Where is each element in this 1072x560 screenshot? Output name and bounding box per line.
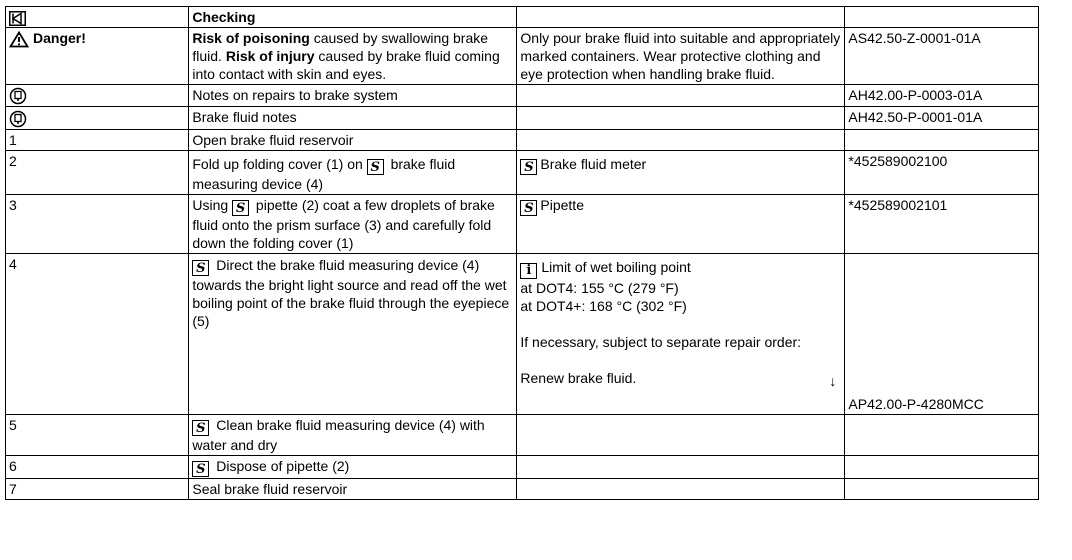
step-row xyxy=(6,414,1039,455)
step-number: 3 xyxy=(6,194,189,253)
step-number: 2 xyxy=(6,150,189,194)
step-number: 7 xyxy=(6,478,189,499)
step-tool: S Pipette xyxy=(517,194,845,253)
back-arrow-icon[interactable] xyxy=(9,11,26,26)
special-tool-icon: S xyxy=(520,159,537,175)
back-cell[interactable] xyxy=(6,7,189,28)
down-arrow-icon: ↓ xyxy=(829,372,837,389)
step-ref[interactable]: *452589002101 xyxy=(845,194,1039,253)
page-title: Checking xyxy=(189,7,517,28)
step-text: Fold up folding cover (1) on S brake fluid measuring device (4) xyxy=(189,150,517,194)
note-circle-icon xyxy=(9,110,27,128)
step-text: S Direct the brake fluid measuring device (4) towards the bright light source and read off the wet boiling point of the brake fluid through the eyepiece (5) xyxy=(189,253,517,414)
danger-label-cell xyxy=(6,28,189,85)
note-circle-icon xyxy=(9,87,27,105)
step-row xyxy=(6,478,1039,499)
note-text: Notes on repairs to brake system xyxy=(189,85,517,107)
step-ref[interactable]: *452589002100 xyxy=(845,150,1039,194)
danger-row xyxy=(6,28,1039,85)
note-ref[interactable]: AH42.50-P-0001-01A xyxy=(845,107,1039,129)
special-tool-icon: S xyxy=(192,420,209,436)
danger-cause: Risk of poisoning caused by swallowing brake fluid. Risk of injury caused by brake fluid coming into contact with skin and eyes. xyxy=(189,28,517,85)
step-text: S Dispose of pipette (2) xyxy=(189,455,517,478)
note-ref[interactable]: AH42.00-P-0003-01A xyxy=(845,85,1039,107)
step-number: 5 xyxy=(6,414,189,455)
step-row xyxy=(6,455,1039,478)
step-text: Seal brake fluid reservoir xyxy=(189,478,517,499)
danger-ref[interactable]: AS42.50-Z-0001-01A xyxy=(845,28,1039,85)
step-row xyxy=(6,194,1039,253)
special-tool-icon: S xyxy=(520,200,537,216)
special-tool-icon: S xyxy=(232,200,249,216)
special-tool-icon: S xyxy=(192,461,209,477)
step-number: 4 xyxy=(6,253,189,414)
special-tool-icon: S xyxy=(192,260,209,276)
step-text: S Clean brake fluid measuring device (4) with water and dry xyxy=(189,414,517,455)
step-info: i Limit of wet boiling point at DOT4: 155 °C (279 °F) at DOT4+: 168 °C (302 °F) If necessary, subject to separate repair order: Renew brake fluid. ↓ xyxy=(517,253,845,414)
note-text: Brake fluid notes xyxy=(189,107,517,129)
step-tool: S Brake fluid meter xyxy=(517,150,845,194)
info-icon: i xyxy=(520,263,537,279)
step-text: Open brake fluid reservoir xyxy=(189,129,517,150)
step-number: 1 xyxy=(6,129,189,150)
danger-label: Danger! xyxy=(33,30,86,46)
danger-measures: Only pour brake fluid into suitable and appropriately marked containers. Wear protective clothing and eye protection when handling brake fluid. xyxy=(517,28,845,85)
header-row xyxy=(6,7,1039,28)
step-text: Using S pipette (2) coat a few droplets of brake fluid onto the prism surface (3) and carefully fold down the folding cover (1) xyxy=(189,194,517,253)
special-tool-icon: S xyxy=(367,159,384,175)
step-row xyxy=(6,129,1039,150)
warning-triangle-icon xyxy=(9,31,29,48)
step-ref[interactable]: AP42.00-P-4280MCC xyxy=(845,253,1039,414)
note-row xyxy=(6,107,1039,129)
note-row xyxy=(6,85,1039,107)
step-row xyxy=(6,253,1039,414)
procedure-table xyxy=(5,6,1039,500)
step-row xyxy=(6,150,1039,194)
step-number: 6 xyxy=(6,455,189,478)
